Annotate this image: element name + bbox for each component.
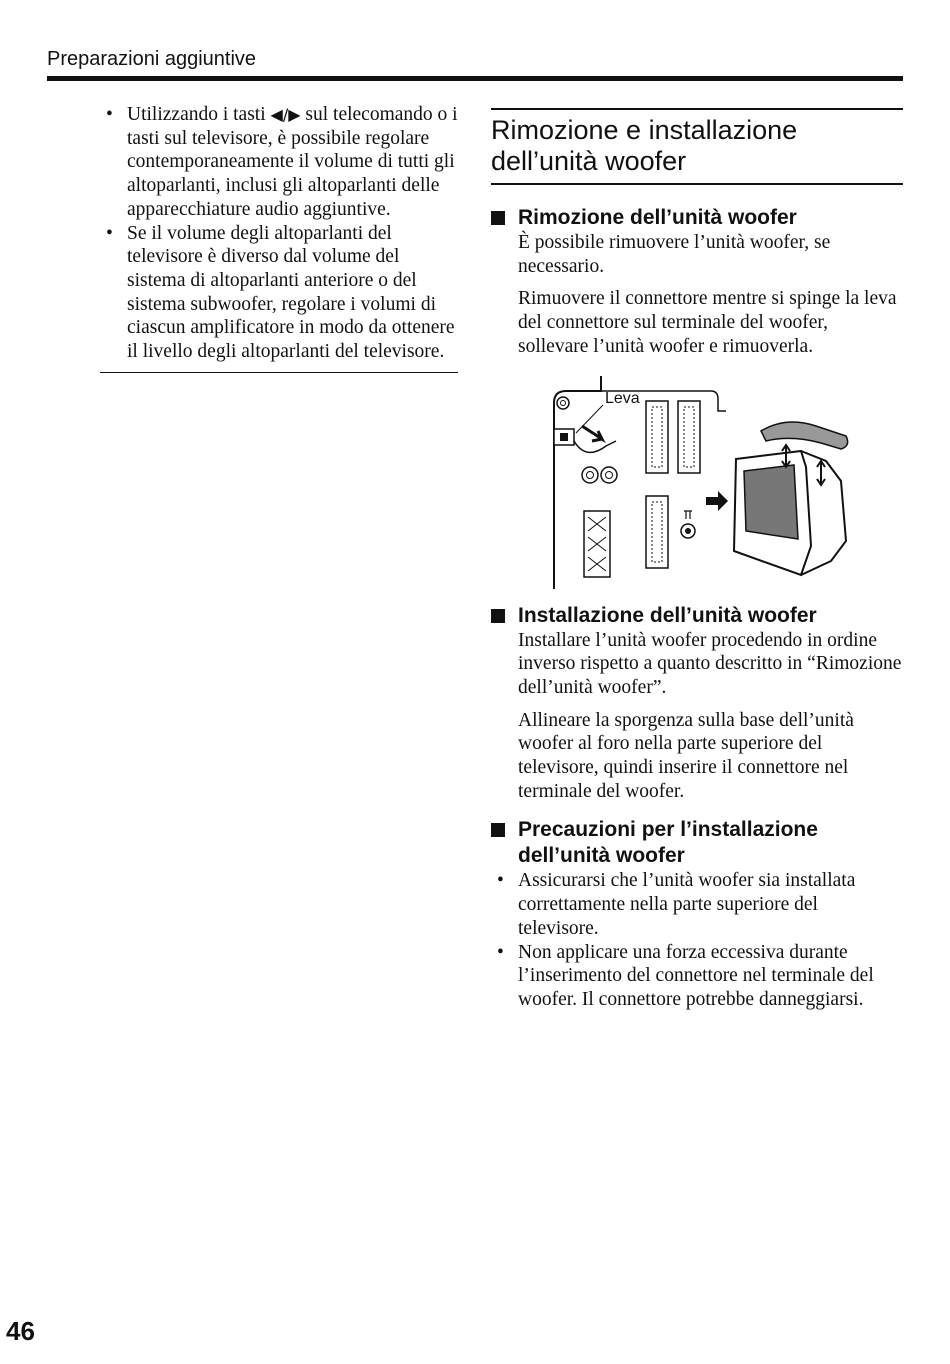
precautions-heading-text: Precauzioni per l’installazione dell’unità woofer (518, 818, 818, 868)
screw-inner (561, 400, 566, 405)
bullet-text-start: Utilizzando i tasti (127, 104, 271, 125)
television-screen (744, 465, 798, 539)
illustration-svg (546, 371, 856, 589)
removal-paragraph: È possibile rimuovere l’unità woofer, se necessario. (518, 232, 831, 277)
running-header: Preparazioni aggiuntive (47, 48, 257, 70)
rca-jack-inner (606, 471, 613, 478)
scart-connector-icon (646, 496, 668, 568)
bullet-text: Assicurarsi che l’unità woofer sia installata correttamente nella parte superiore del televisore. (518, 870, 856, 939)
woofer-unit-icon (761, 422, 848, 449)
bullet-text: Se il volume degli altoparlanti del televisore è diverso dal volume del sistema di altoparlanti anteriore o del sistema subwoofer, regolare i volumi di ciascun amplificatore in modo da ottenere il livello degli altoparlanti del televisore. (127, 222, 455, 363)
bullet-dot: • (497, 941, 504, 963)
right-column (491, 108, 903, 1012)
direction-arrow-icon (706, 491, 728, 511)
bullet-text: Non applicare una forza eccessiva durante l’inserimento del connettore nel terminale del woofer. Il connettore potrebbe danneggiarsi. (518, 941, 874, 1010)
list-item (491, 941, 903, 1012)
scart-connector-icon (678, 401, 700, 473)
volume-notes-list (100, 103, 460, 364)
precautions-list (491, 869, 903, 1011)
precautions-heading (491, 817, 903, 869)
lift-arrow-icon (817, 461, 825, 485)
scart-connector-icon (646, 401, 668, 473)
left-column (100, 103, 460, 373)
installation-heading-text: Installazione dell’unità woofer (518, 603, 817, 627)
pull-arrow-icon (582, 426, 602, 441)
lever-label: Leva (605, 389, 640, 407)
removal-heading-text: Rimozione dell’unità woofer (518, 206, 797, 229)
removal-heading (491, 205, 903, 231)
section-title: Rimozione e installazione dell’unità woofer (491, 115, 798, 176)
list-item (100, 103, 460, 222)
bullet-dot: • (106, 222, 113, 244)
installation-heading (491, 603, 903, 629)
square-bullet-icon (491, 609, 505, 623)
bullet-dot: • (497, 870, 504, 892)
removal-paragraph: Rimuovere il connettore mentre si spinge la leva del connettore sul terminale del woofer, sollevare l’unità woofer e rimuoverla. (518, 288, 897, 357)
lever-leader-line (576, 405, 603, 433)
bullet-dot: • (106, 104, 113, 125)
list-item (491, 869, 903, 940)
antenna-symbol-icon (684, 511, 692, 519)
square-bullet-icon (491, 211, 505, 225)
page-number: 46 (6, 1316, 35, 1346)
bullet-text-end: sul telecomando o i tasti sul televisore, è possibile regolare contemporaneamente il volume di tutti gli altoparlanti, inclusi gli altoparlanti delle apparecchiature audio aggiuntive. (127, 104, 458, 220)
rca-jack-icon (601, 467, 617, 483)
installation-paragraph: Installare l’unità woofer procedendo in ordine inverso rispetto a quanto descritto in “Rimozione dell’unità woofer”. (518, 629, 902, 698)
installation-paragraph: Allineare la sporgenza sulla base dell’unità woofer al foro nella parte superiore del televisore, quindi inserire il connettore nel terminale del woofer. (518, 709, 854, 802)
section-end-rule (100, 372, 458, 373)
arrow-keys-symbol: ◀/▶ (270, 105, 301, 124)
antenna-jack-center (685, 528, 691, 534)
list-item (100, 222, 460, 364)
connector-cable (574, 441, 616, 452)
woofer-removal-illustration (546, 371, 856, 589)
screw-icon (557, 397, 569, 409)
rca-jack-inner (587, 471, 594, 478)
rca-jack-icon (582, 467, 598, 483)
header-rule (47, 76, 903, 81)
section-title-block (491, 108, 903, 185)
connector-plug (560, 433, 568, 441)
square-bullet-icon (491, 823, 505, 837)
